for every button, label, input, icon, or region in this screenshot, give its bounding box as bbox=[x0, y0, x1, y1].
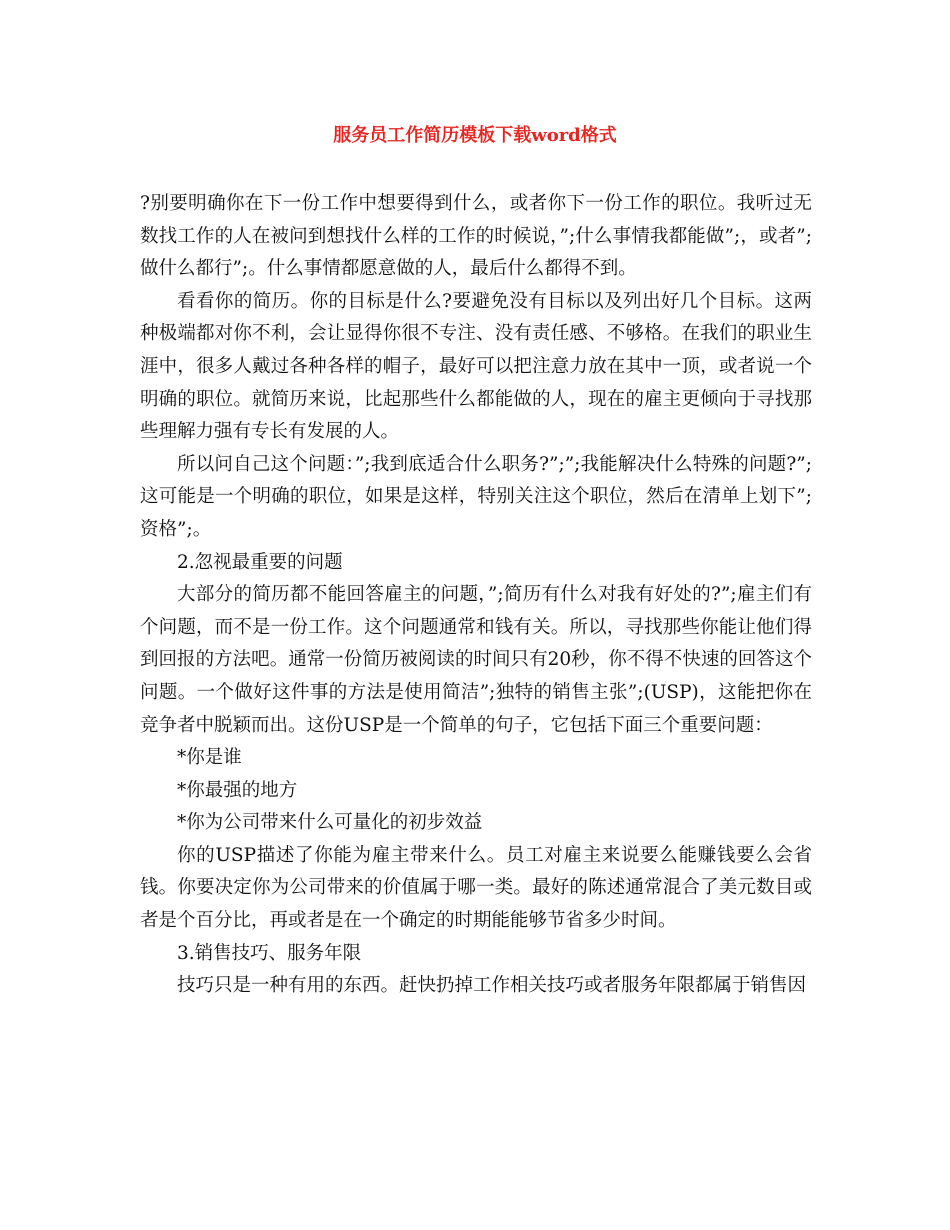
document-title: 服务员工作简历模板下载word格式 bbox=[333, 125, 617, 146]
document-body bbox=[140, 188, 812, 1003]
paragraph: ?别要明确你在下一份工作中想要得到什么，或者你下一份工作的职位。我听过无数找工作的人在被问到想找什么样的工作的时候说，”;什么事情我都能做”;，或者”;做什么都行”;。什么事情都愿意做的人，最后什么都得不到。 bbox=[140, 193, 812, 280]
section-heading: 3.销售技巧、服务年限 bbox=[177, 942, 362, 964]
paragraph: 你的USP描述了你能为雇主带来什么。员工对雇主来说要么能赚钱要么会省钱。你要决定你为公司带来的价值属于哪一类。最好的陈述通常混合了美元数目或者是个百分比，再或者是在一个确定的时期能能够节省多少时间。 bbox=[140, 844, 812, 932]
section-heading: 2.忽视最重要的问题 bbox=[177, 551, 343, 573]
list-item: *你是谁 bbox=[177, 747, 242, 769]
paragraph: 所以问自己这个问题：”;我到底适合什么职务?”;”;我能解决什么特殊的问题?”;这可能是一个明确的职位，如果是这样，特别关注这个职位，然后在清单上划下”;资格”;。 bbox=[140, 453, 812, 540]
list-item: *你最强的地方 bbox=[177, 779, 298, 801]
list-item: *你为公司带来什么可量化的初步效益 bbox=[177, 812, 483, 834]
paragraph: 大部分的简历都不能回答雇主的问题，”;简历有什么对我有好处的?”;雇主们有个问题，而不是一份工作。这个问题通常和钱有关。所以，寻找那些你能让他们得到回报的方法吧。通常一份简历被阅读的时间只有20秒，你不得不快速的回答这个问题。一个做好这件事的方法是使用简洁”;独特的销售主张”;(USP)，这能把你在竞争者中脱颖而出。这份USP是一个简单的句子，它包括下面三个重要问题： bbox=[140, 584, 812, 736]
paragraph: 看看你的简历。你的目标是什么?要避免没有目标以及列出好几个目标。这两种极端都对你不利，会让显得你很不专注、没有责任感、不够格。在我们的职业生涯中，很多人戴过各种各样的帽子，最好可以把注意力放在其中一顶，或者说一个明确的职位。就简历来说，比起那些什么都能做的人，现在的雇主更倾向于寻找那些理解力强有专长有发展的人。 bbox=[140, 290, 812, 443]
paragraph: 技巧只是一种有用的东西。赶快扔掉工作相关技巧或者服务年限都属于销售因 bbox=[177, 975, 807, 997]
